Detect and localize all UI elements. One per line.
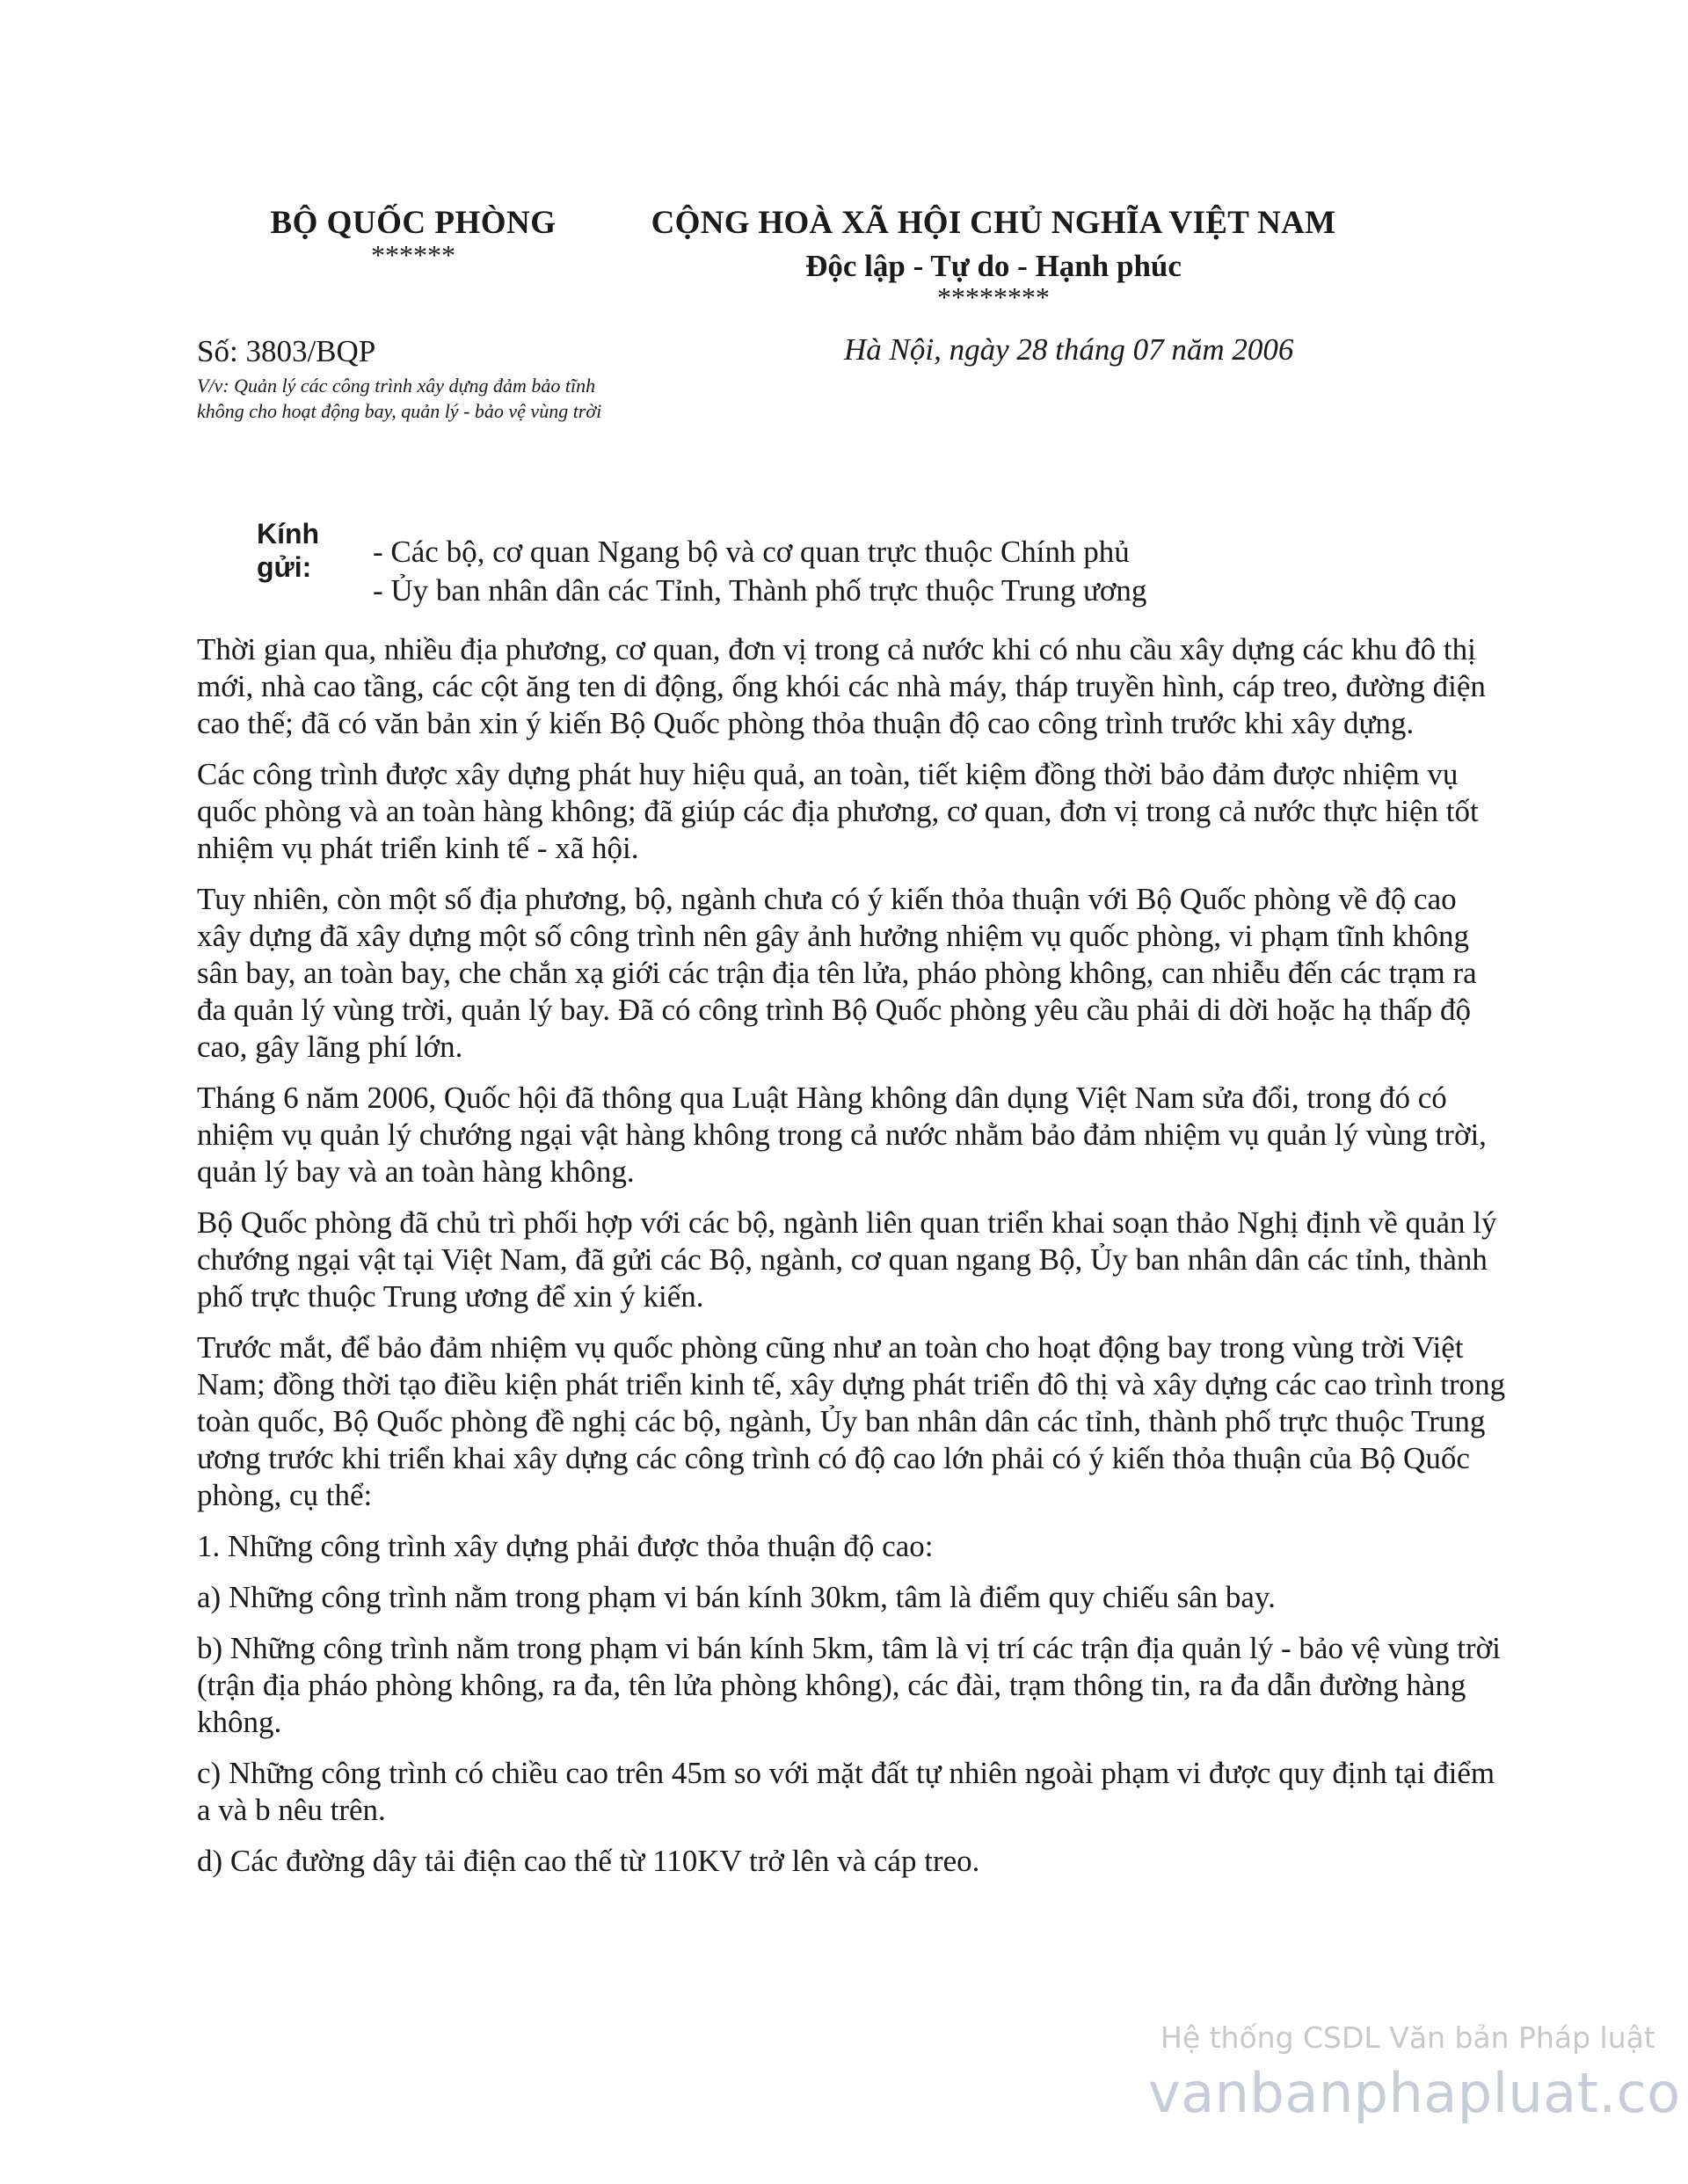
list-item: c) Những công trình có chiều cao trên 45m so với mặt đất tự nhiên ngoài phạm vi được quy định tại điểm a và b nêu trên. xyxy=(197,1756,1495,1827)
recipients-label-line1: Kính xyxy=(257,518,320,550)
body-paragraph: Tháng 6 năm 2006, Quốc hội đã thông qua Luật Hàng không dân dụng Việt Nam sửa đổi, trong đó có nhiệm vụ quản lý chướng ngại vật hàng không trong cả nước nhằm bảo đảm nhiệm vụ quản lý vùng trời, quản lý bay và an toàn hàng không. xyxy=(197,1081,1487,1189)
document-date: Hà Nội, ngày 28 tháng 07 năm 2006 xyxy=(844,332,1294,367)
recipients-list xyxy=(373,533,1146,610)
list-item: b) Những công trình nằm trong phạm vi bán kính 5km, tâm là vị trí các trận địa quản lý - bảo vệ vùng trời (trận địa pháo phòng không, ra đa, tên lửa phòng không), các đài, trạm thông tin, ra đa dẫn đường hàng không. xyxy=(197,1631,1501,1739)
body-paragraph: Trước mắt, để bảo đảm nhiệm vụ quốc phòng cũng như an toàn cho hoạt động bay trong vùng trời Việt Nam; đồng thời tạo điều kiện phát triển kinh tế, xây dựng phát triển đô thị và xây dựng các cao trình trong toàn quốc, Bộ Quốc phòng đề nghị các bộ, ngành, Ủy ban nhân dân các tỉnh, thành phố trực thuộc Trung ương trước khi triển khai xây dựng các công trình có độ cao lớn phải có ý kiến thỏa thuận của Bộ Quốc phòng, cụ thể: xyxy=(197,1330,1506,1512)
body-paragraph: Bộ Quốc phòng đã chủ trì phối hợp với các bộ, ngành liên quan triển khai soạn thảo Nghị định về quản lý chướng ngại vật tại Việt Nam, đã gửi các Bộ, ngành, cơ quan ngang Bộ, Ủy ban nhân dân các tỉnh, thành phố trực thuộc Trung ương để xin ý kiến. xyxy=(197,1205,1497,1314)
national-motto: Độc lập - Tự do - Hạnh phúc xyxy=(805,249,1182,283)
body-paragraph: Thời gian qua, nhiều địa phương, cơ quan, đơn vị trong cả nước khi có nhu cầu xây dựng các khu đô thị mới, nhà cao tầng, các cột ăng ten di động, ống khói các nhà máy, tháp truyền hình, cáp treo, đường điện cao thế; đã có văn bản xin ý kiến Bộ Quốc phòng thỏa thuận độ cao công trình trước khi xây dựng. xyxy=(197,632,1486,740)
ministry-stars: ****** xyxy=(371,239,455,271)
list-item: a) Những công trình nằm trong phạm vi bán kính 30km, tâm là điểm quy chiếu sân bay. xyxy=(197,1580,1276,1614)
list-item: d) Các đường dây tải điện cao thế từ 110KV trở lên và cáp treo. xyxy=(197,1844,980,1878)
motto-stars: ******** xyxy=(937,281,1050,313)
issuer-block xyxy=(229,204,598,271)
body-paragraph: Tuy nhiên, còn một số địa phương, bộ, ngành chưa có ý kiến thỏa thuận với Bộ Quốc phòng về độ cao xây dựng đã xây dựng một số công trình nên gây ảnh hưởng nhiệm vụ quốc phòng, vi phạm tĩnh không sân bay, an toàn bay, che chắn xạ giới các trận địa tên lửa, pháo phòng không, can nhiễu đến các trạm ra đa quản lý vùng trời, quản lý bay. Đã có công trình Bộ Quốc phòng yêu cầu phải di dời hoặc hạ thấp độ cao, gây lãng phí lớn. xyxy=(197,882,1477,1064)
watermark-site: vanbanphapluat.co xyxy=(1148,2061,1681,2125)
recipients-label-line2: gửi: xyxy=(257,551,312,583)
national-header xyxy=(598,204,1389,313)
recipient-item: - Các bộ, cơ quan Ngang bộ và cơ quan trực thuộc Chính phủ xyxy=(373,535,1130,569)
document-number: Số: 3803/BQP xyxy=(197,334,376,368)
document-subject: V/v: Quản lý các công trình xây dựng đảm bảo tĩnh không cho hoạt động bay, quản lý - bảo vệ vùng trời xyxy=(197,375,602,422)
recipient-item: - Ủy ban nhân dân các Tỉnh, Thành phố trực thuộc Trung ương xyxy=(373,573,1147,608)
body-paragraph: Các công trình được xây dựng phát huy hiệu quả, an toàn, tiết kiệm đồng thời bảo đảm được nhiệm vụ quốc phòng và an toàn hàng không; đã giúp các địa phương, cơ quan, đơn vị trong cả nước thực hiện tốt nhiệm vụ phát triển kinh tế - xã hội. xyxy=(197,757,1479,865)
recipients-label xyxy=(257,517,319,584)
document-body xyxy=(197,631,1507,1894)
country-name: CỘNG HOÀ XÃ HỘI CHỦ NGHĨA VIỆT NAM xyxy=(651,205,1336,241)
ministry-name: BỘ QUỐC PHÒNG xyxy=(270,205,557,241)
watermark-caption: Hệ thống CSDL Văn bản Pháp luật xyxy=(1160,2020,1655,2055)
section-heading: 1. Những công trình xây dựng phải được thỏa thuận độ cao: xyxy=(197,1529,934,1563)
